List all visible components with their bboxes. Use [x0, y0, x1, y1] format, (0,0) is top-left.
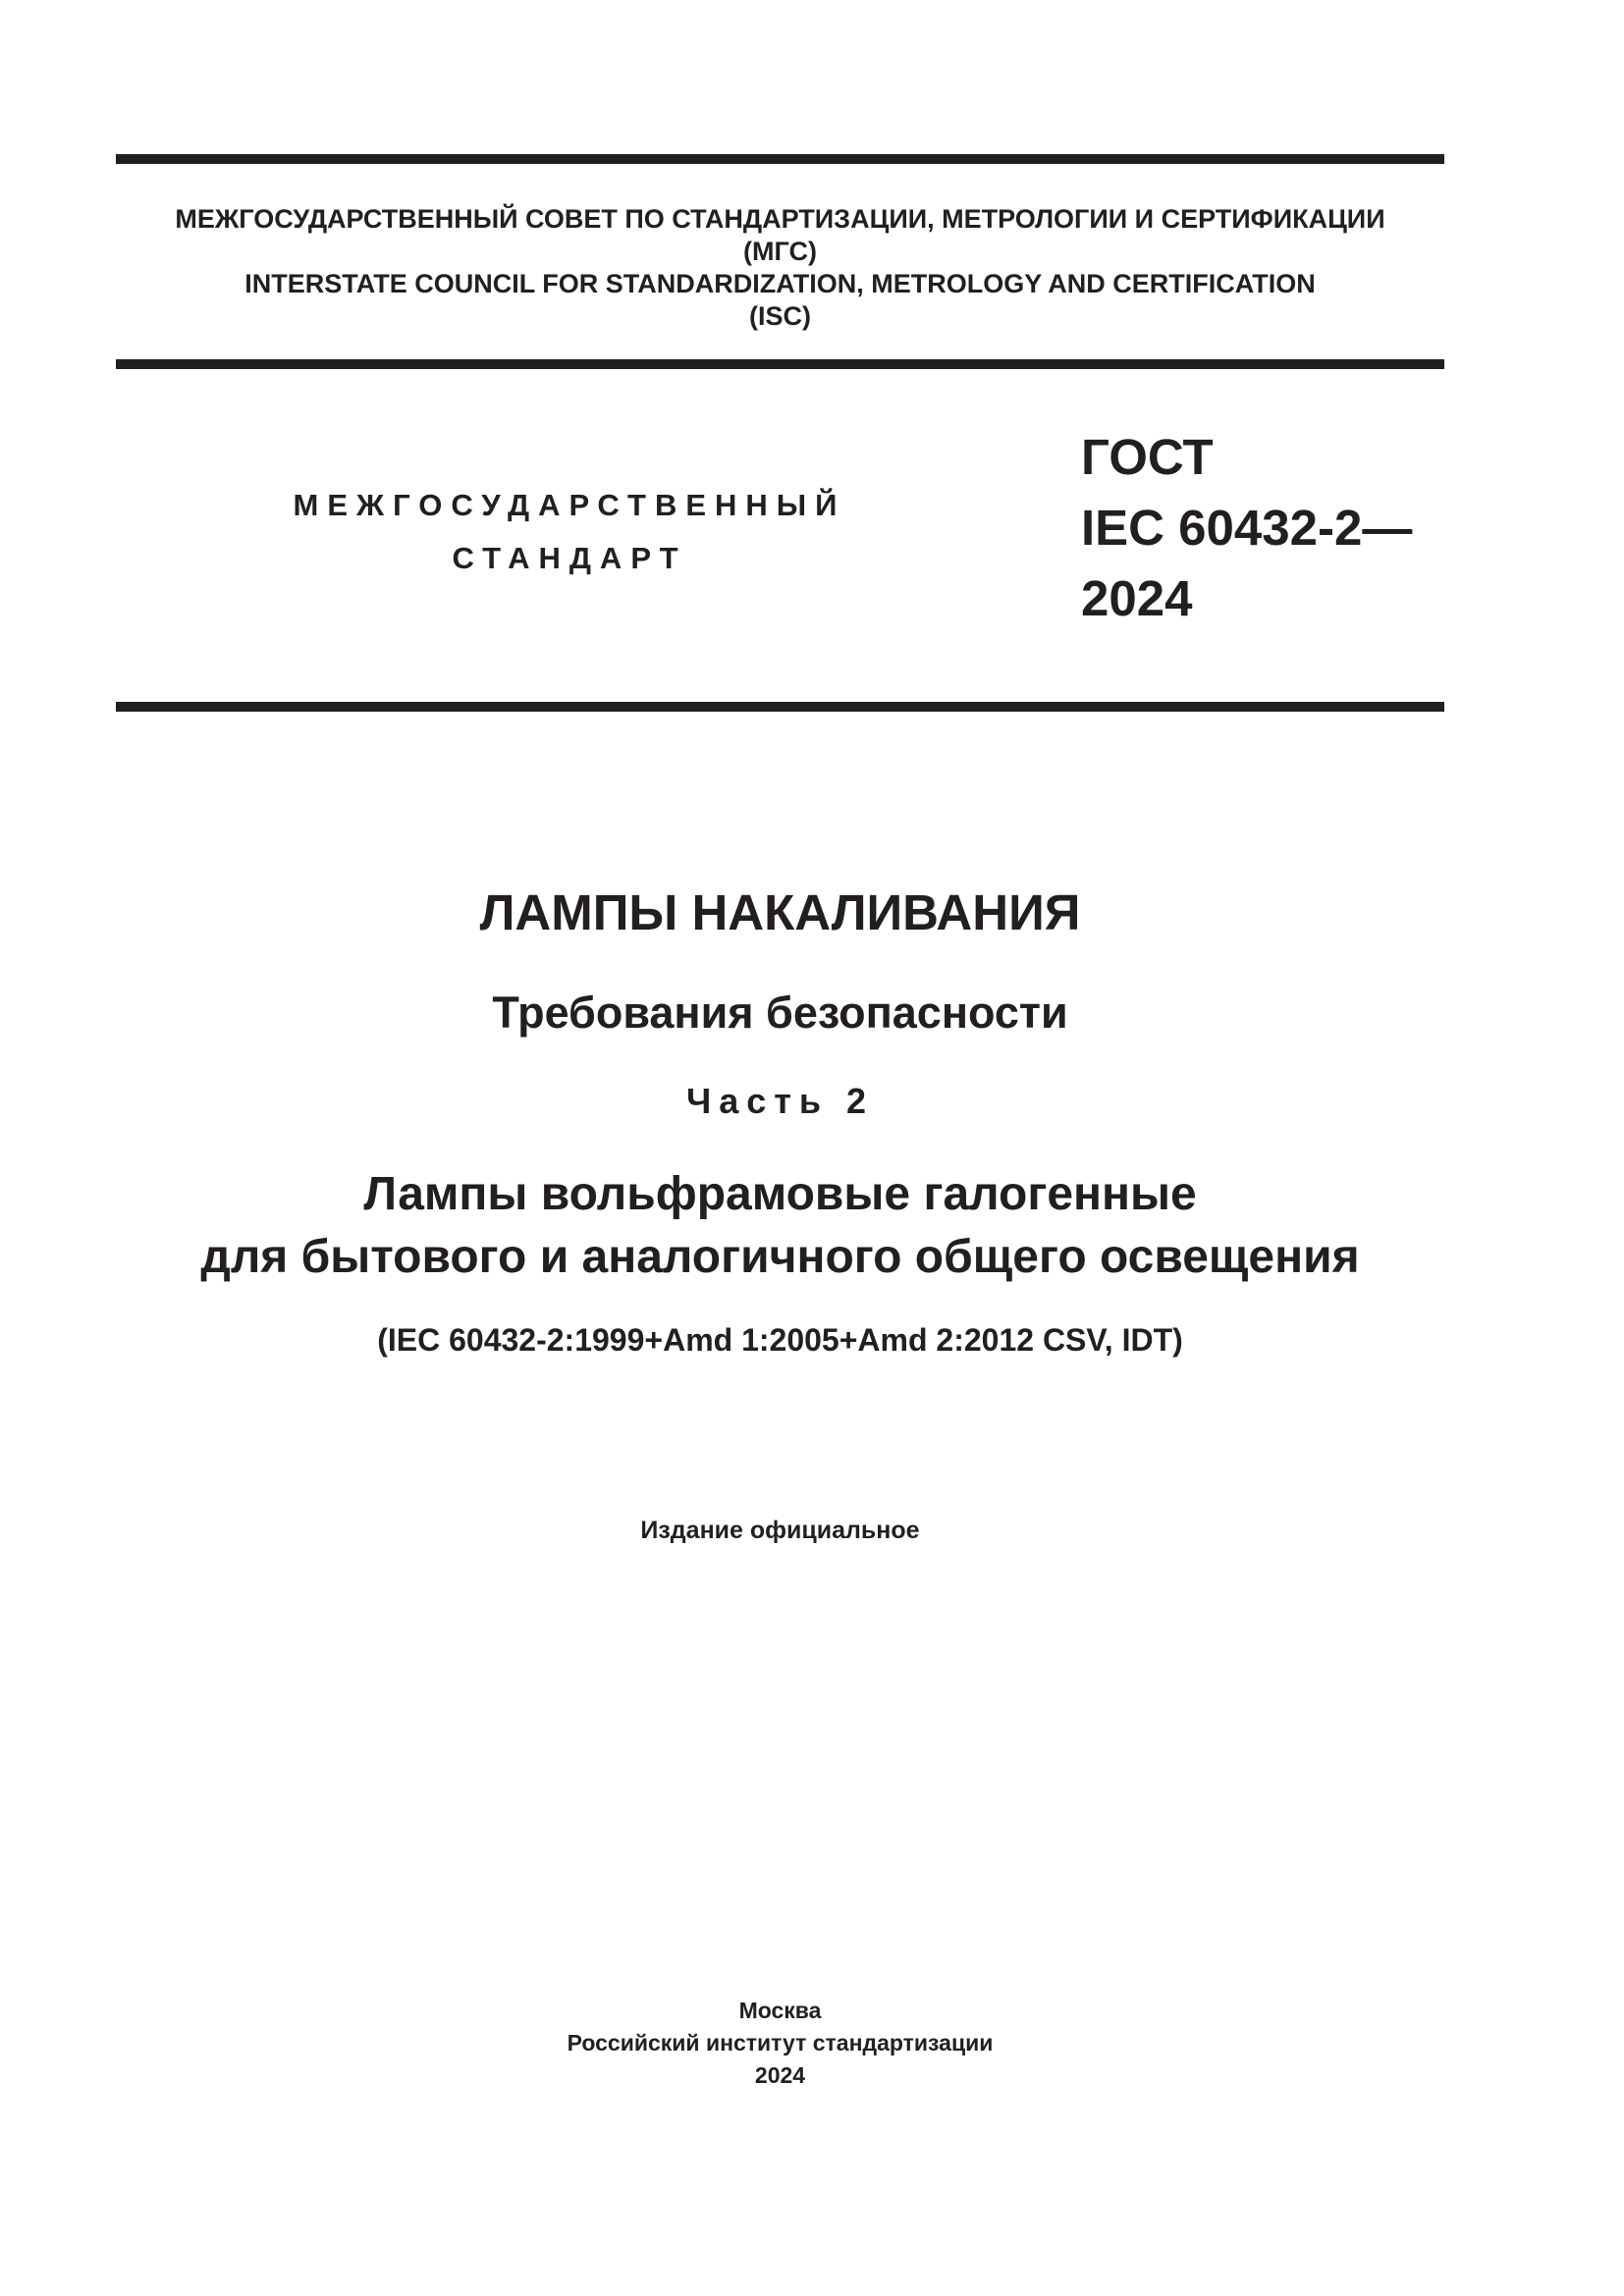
council-header [116, 203, 1444, 333]
council-abbr-ru: (МГС) [743, 237, 817, 266]
part-name-line2: для бытового и аналогичного общего освещения [200, 1231, 1360, 1283]
edition-note: Издание официальное [640, 1517, 920, 1544]
designation-line3: 2024 [1081, 570, 1193, 626]
council-name-en: INTERSTATE COUNCIL FOR STANDARDIZATION, METROLOGY AND CERTIFICATION [244, 269, 1316, 298]
header-rule [116, 359, 1444, 369]
designation-rule [116, 702, 1444, 712]
imprint-publisher: Российский институт стандартизации [567, 2030, 994, 2056]
designation-line2: IEC 60432-2— [1081, 500, 1413, 556]
standard-type-line1: МЕЖГОСУДАРСТВЕННЫЙ [293, 488, 846, 522]
council-abbr-en: (ISC) [749, 301, 811, 331]
imprint-city: Москва [738, 1998, 822, 2023]
council-name-ru: МЕЖГОСУДАРСТВЕННЫЙ СОВЕТ ПО СТАНДАРТИЗАЦИИ, МЕТРОЛОГИИ И СЕРТИФИКАЦИИ [175, 204, 1385, 234]
document-part: Часть 2 [685, 1081, 875, 1121]
document-part-name [116, 1163, 1444, 1289]
part-name-line1: Лампы вольфрамовые галогенные [363, 1168, 1197, 1220]
imprint-year: 2024 [754, 2062, 806, 2088]
document-title: ЛАМПЫ НАКАЛИВАНИЯ [479, 884, 1081, 940]
standard-type-line2: СТАНДАРТ [452, 541, 687, 575]
iec-reference: (IEC 60432-2:1999+Amd 1:2005+Amd 2:2012 CSV, IDT) [377, 1322, 1183, 1358]
designation-line1: ГОСТ [1081, 429, 1214, 485]
imprint [116, 1995, 1444, 2092]
standard-type [245, 479, 893, 585]
document-subtitle: Требования безопасности [492, 988, 1068, 1038]
standard-designation [1081, 422, 1412, 634]
top-rule [116, 154, 1444, 164]
